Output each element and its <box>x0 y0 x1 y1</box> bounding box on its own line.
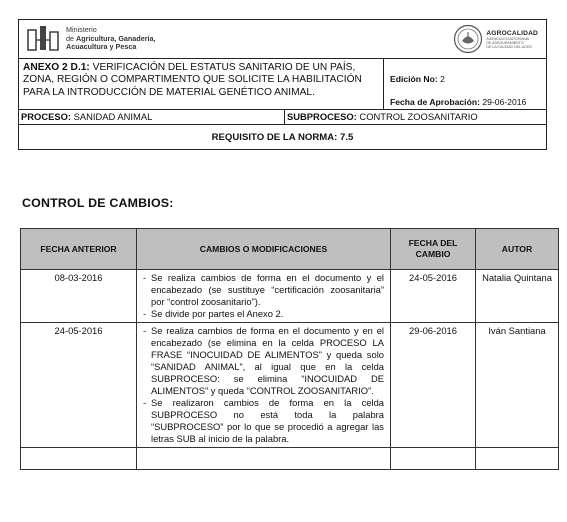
ministry-line2: Agricultura, Ganadería, <box>76 33 156 43</box>
prev-date-cell: 08-03-2016 <box>21 270 137 323</box>
edition <box>390 74 445 84</box>
agency-name: AGROCALIDAD <box>486 29 538 37</box>
table-row <box>21 323 559 448</box>
change-item <box>143 272 384 308</box>
process-label: PROCESO: <box>21 111 72 122</box>
requirement-text: REQUISITO DE LA NORMA: 7.5 <box>211 131 354 143</box>
change-date-cell: 29-06-2016 <box>391 323 476 448</box>
agency-sub1: AGENCIA ECUATORIANA <box>486 36 529 41</box>
requirement-row <box>19 125 546 149</box>
change-item <box>143 397 384 445</box>
annex-text: VERIFICACIÓN DEL ESTATUS SANITARIO DE UN PAÍS, ZONA, REGIÓN O COMPARTIMENTO QUE SOLICITE LA HABILITACIÓN PARA LA INTRODUCCIÓN DE MATERIAL GENÉTICO ANIMAL. <box>23 62 362 98</box>
empty-cell <box>391 448 476 470</box>
approval-label: Fecha de Aprobación: <box>390 97 480 107</box>
bullet-dash: - <box>143 397 147 408</box>
subprocess-value: CONTROL ZOOSANITARIO <box>356 111 478 122</box>
changes-cell <box>137 323 391 448</box>
change-item-text: Se realiza cambios de forma en el documento y el encabezado (se sustituye “certificación zoosanitaria” por “control zoosanitario”). <box>151 272 384 307</box>
change-item <box>143 308 384 320</box>
annex-label: ANEXO 2 D.1: <box>23 62 90 73</box>
change-item-text: Se realizaron cambios de forma en la celda SUBPROCESO no está toda la palabra “SUBPROCESO” por lo que se procedió a agregar las letras SUB al inicio de la palabra. <box>151 397 384 444</box>
agrocalidad-logo <box>453 24 538 54</box>
col-header-changes: CAMBIOS O MODIFICACIONES <box>137 229 391 270</box>
changes-table <box>20 228 559 470</box>
edition-label: Edición No: <box>390 74 438 84</box>
agrocalidad-seal-icon <box>453 24 483 54</box>
edition-value: 2 <box>437 74 445 84</box>
author-cell: Iván Santiana <box>476 323 559 448</box>
annex-title <box>19 59 384 109</box>
bullet-dash: - <box>143 325 147 336</box>
agency-sub2: DE ASEGURAMIENTO <box>486 40 524 45</box>
approval-date <box>390 97 526 107</box>
annex-row <box>19 59 546 110</box>
table-row-empty <box>21 448 559 470</box>
changes-title: CONTROL DE CAMBIOS: <box>22 196 174 210</box>
prev-date-cell: 24-05-2016 <box>21 323 137 448</box>
bullet-dash: - <box>143 308 147 319</box>
ministry-name <box>66 26 155 52</box>
document-meta <box>384 59 546 109</box>
change-item <box>143 325 384 397</box>
author-cell: Natalia Quintana <box>476 270 559 323</box>
empty-cell <box>137 448 391 470</box>
changes-cell <box>137 270 391 323</box>
ministry-line3: Acuacultura y Pesca <box>66 42 137 52</box>
ministry-logo <box>25 24 155 54</box>
col-header-prev-date: FECHA ANTERIOR <box>21 229 137 270</box>
empty-cell <box>476 448 559 470</box>
col-header-change-date: FECHA DEL CAMBIO <box>391 229 476 270</box>
ministry-line1: Ministerio <box>66 25 97 35</box>
process-value: SANIDAD ANIMAL <box>71 111 153 122</box>
col-header-author: AUTOR <box>476 229 559 270</box>
subprocess-label: SUBPROCESO: <box>287 111 357 122</box>
subprocess-cell <box>285 110 546 124</box>
table-row <box>21 270 559 323</box>
table-header-row <box>21 229 559 270</box>
empty-cell <box>21 448 137 470</box>
process-row <box>19 110 546 125</box>
change-item-text: Se divide por partes el Anexo 2. <box>151 308 284 319</box>
change-date-cell: 24-05-2016 <box>391 270 476 323</box>
bullet-dash: - <box>143 272 147 283</box>
change-item-text: Se realiza cambios de forma en el documento y en el encabezado (se elimina en la celda PROCESO LA FRASE “INOCUIDAD DE ALIMENTOS” y queda solo “SANIDAD ANIMAL”, al igual que en la celda SUBPROCESO: se elimina “INOCUIDAD DE ALIMENTOS” y queda “CONTROL ZOOSANITARIO”. <box>151 325 384 396</box>
process-cell <box>19 110 285 124</box>
ministry-emblem-icon <box>25 24 61 54</box>
ministry-line2-prefix: de <box>66 33 76 43</box>
logo-row <box>19 20 546 59</box>
document-header <box>18 19 547 150</box>
approval-value: 29-06-2016 <box>479 97 527 107</box>
agency-sub3: DE LA CALIDAD DEL AGRO <box>486 44 533 49</box>
